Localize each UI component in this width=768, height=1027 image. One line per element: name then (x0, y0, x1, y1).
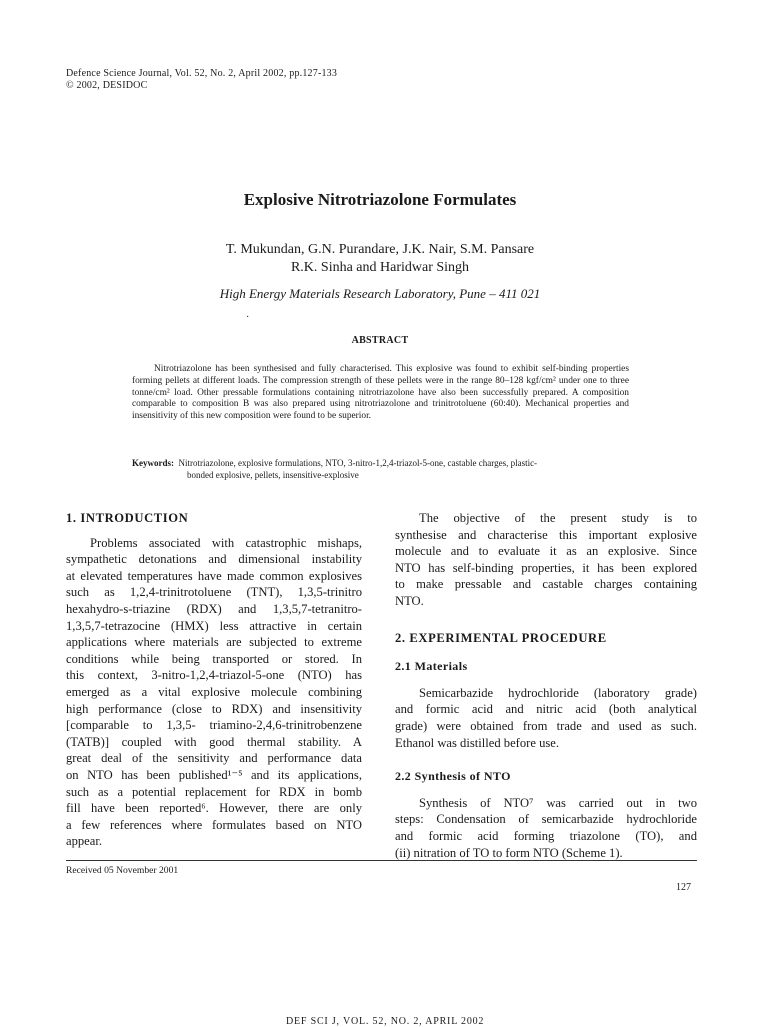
section-heading-introduction: 1. INTRODUCTION (66, 511, 189, 525)
text-line: (TATB)] coupled with good thermal stability. A (66, 734, 362, 749)
text-line: Ethanol was distilled before use. (395, 735, 560, 750)
keywords-line-1: Nitrotriazolone, explosive formulations, NTO, 3-nitro-1,2,4-triazol-5-one, castable charges, plastic- (178, 458, 538, 468)
objective-paragraph (395, 510, 697, 610)
text-line: conditions while being transported or stored. In (66, 651, 362, 666)
text-line: sympathetic detonations and dimensional instability (66, 552, 362, 567)
text-line: appear. (66, 834, 103, 849)
paper-title: Explosive Nitrotriazolone Formulates (243, 190, 517, 209)
journal-citation: Defence Science Journal, Vol. 52, No. 2, April 2002, pp.127-133 (66, 68, 338, 79)
affiliation: High Energy Materials Research Laboratory, Pune – 411 021 (219, 286, 541, 301)
text-line: and formic acid and nitric acid (both analytical (395, 702, 697, 717)
keywords-label: Keywords: (132, 458, 174, 468)
text-line: fill have been reported⁶. However, there are only (66, 801, 362, 816)
text-line: steps: Condensation of semicarbazide hydrochloride (395, 812, 697, 827)
text-line: NTO has self-binding properties, it has been explored (395, 560, 697, 575)
abstract-body (132, 364, 629, 423)
text-line: (ii) nitration of TO to form NTO (Scheme 1). (395, 845, 623, 860)
subsection-heading-materials: 2.1 Materials (395, 659, 468, 674)
text-line: on NTO has been published¹⁻⁵ and its applications, (66, 767, 362, 782)
synthesis-paragraph (395, 795, 697, 861)
abstract-text: Nitrotriazolone has been synthesised and fully characterised. This explosive was found to exhibit self-binding properties forming pellets at different loads. The compression strength of these pellets were in the range 80–128 kgf/cm² under one to three tonne/cm² load. Other pressable formulations containing nitrotriazolone have also been successfully prepared. A composition comparable to composition B was also prepared using nitrotriazolone and trinitrotoluene (60:40). Mechanical properties and insensitivity of this new composition were found to be superior. (132, 364, 629, 422)
copyright-notice: © 2002, DESIDOC (66, 80, 148, 91)
received-date: Received 05 November 2001 (66, 865, 179, 876)
text-line: at elevated temperatures have made common explosives (66, 568, 362, 583)
text-line: molecule and to evaluate it as an explosive. Since (395, 544, 697, 559)
authors-line-2: R.K. Sinha and Haridwar Singh (290, 260, 470, 275)
introduction-paragraph (66, 535, 362, 850)
text-line: to make pressable and castable charges containing (395, 577, 697, 592)
text-line: [comparable to 1,3,5- triamino-2,4,6-trinitrobenzene (66, 718, 362, 733)
running-footer: DEF SCI J, VOL. 52, NO. 2, APRIL 2002 (286, 1016, 485, 1027)
text-line: a few references where formulates based on NTO (66, 817, 362, 832)
text-line: synthesise and characterise this important explosive (395, 527, 697, 542)
footnote-rule (66, 860, 697, 861)
text-line: and formic acid forming triazolone (TO), and (395, 828, 697, 843)
text-line: Synthesis of NTO⁷ was carried out in two (419, 795, 697, 810)
left-column (66, 510, 362, 850)
stray-mark: · (246, 312, 250, 323)
text-line: such as a potential replacement for RDX in bomb (66, 784, 362, 799)
text-line: 1,3,5,7-tetrazocine (HMX) less attractive in certain (66, 618, 362, 633)
text-line: grade) were obtained from trade and used as such. (395, 718, 697, 733)
subsection-heading-synthesis: 2.2 Synthesis of NTO (395, 769, 511, 784)
keywords-line-2: bonded explosive, pellets, insensitive-explosive (187, 470, 359, 480)
section-heading-experimental: 2. EXPERIMENTAL PROCEDURE (395, 630, 607, 645)
text-line: high performance (close to RDX) and insensitivity (66, 701, 362, 716)
text-line: great deal of the sensitivity and performance data (66, 751, 362, 766)
journal-header (66, 68, 337, 92)
authors-line-1: T. Mukundan, G.N. Purandare, J.K. Nair, S.M. Pansare (225, 242, 535, 257)
text-line: NTO. (395, 593, 424, 608)
text-line: hexahydro-s-triazine (RDX) and 1,3,5,7-tetranitro- (66, 601, 362, 616)
keywords-block (132, 457, 632, 481)
text-line: applications where materials are subjected to extreme (66, 635, 362, 650)
materials-paragraph (395, 685, 697, 751)
abstract-heading: ABSTRACT (351, 335, 409, 346)
page-number: 127 (676, 882, 691, 893)
text-line: The objective of the present study is to (419, 511, 697, 525)
text-line: such as 1,2,4-trinitrotoluene (TNT), 1,3,5-trinitro (66, 585, 362, 600)
text-line: emerged as a vital explosive molecule combining (66, 684, 362, 699)
author-list (0, 241, 760, 277)
text-line: Problems associated with catastrophic mishaps, (90, 535, 362, 550)
text-line: this context, 3-nitro-1,2,4-triazol-5-one (NTO) has (66, 668, 362, 683)
text-line: Semicarbazide hydrochloride (laboratory grade) (419, 685, 697, 700)
right-column (395, 510, 697, 861)
